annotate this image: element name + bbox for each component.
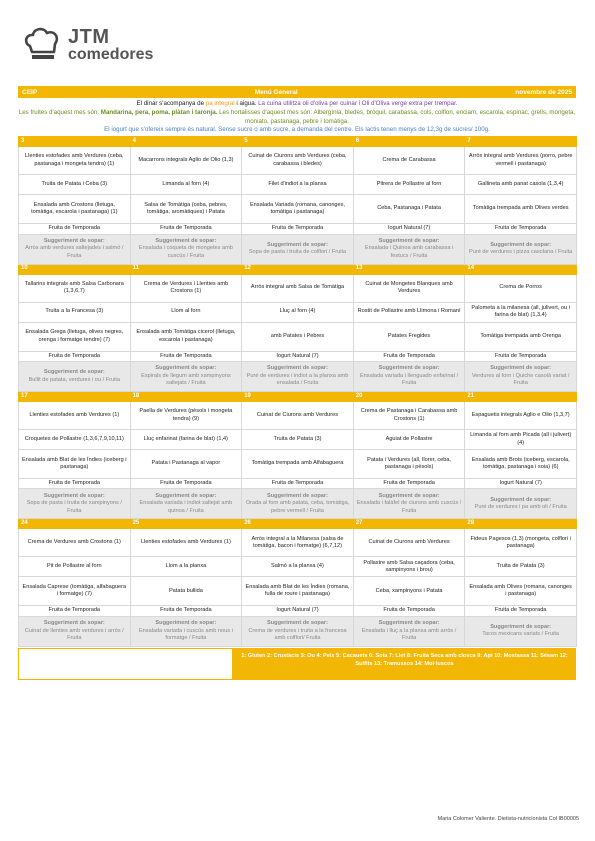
main-course-cell: Lluç al forn (4) xyxy=(242,302,354,322)
dinner-suggestion-cell xyxy=(242,616,354,646)
first-course-cell: Cuinat de Ciurons amb Verdures xyxy=(353,529,465,557)
dinner-suggestion-text: Verdures al forn i Quiche casolà variat / Fruita xyxy=(471,372,570,387)
dinner-suggestion-cell xyxy=(465,616,577,646)
dinner-suggestion-text: Sopa de pasta i truita de colflori / Fruita xyxy=(248,249,347,256)
day-number: 18 xyxy=(130,392,242,402)
first-course-cell: Crema de Porros xyxy=(465,274,577,302)
menu-title: Menú General xyxy=(254,88,298,96)
dinner-suggestion-cell xyxy=(353,616,465,646)
first-course-cell: Paella de Verdures (pèsols i mongeta tendra) (9) xyxy=(130,402,242,430)
side-dish-cell: Patata bullida xyxy=(130,577,242,606)
dinner-suggestion-title: Suggeriment de sopar: xyxy=(378,365,440,372)
first-course-cell: Cuinat de Ciurons amb Verdures xyxy=(242,402,354,430)
dessert-cell: Fruita de Temporada xyxy=(19,224,131,234)
dinner-suggestion-text: Ensalada i falàfel de ciurons amb cuscús / Fruita xyxy=(356,500,462,514)
dinner-suggestion-cell xyxy=(19,234,131,264)
day-number: 24 xyxy=(19,519,131,529)
dinner-suggestion-text: Ensalada i lluç a la planxa amb arròs / Fruita xyxy=(361,627,457,642)
dessert-cell: Fruita de Temporada xyxy=(465,606,577,616)
day-number: 3 xyxy=(19,137,131,147)
dinner-suggestion-title: Suggeriment de sopar: xyxy=(267,492,328,499)
dinner-suggestion-title: Suggeriment de sopar: xyxy=(267,365,328,372)
dinner-suggestion-row xyxy=(19,616,577,646)
dinner-suggestion-row xyxy=(19,362,577,392)
main-course-row xyxy=(19,557,577,577)
dinner-suggestion-cell xyxy=(242,234,354,264)
menu-table xyxy=(18,136,577,647)
dinner-suggestion-text: Sopa de pasta i truita de xampinyons / Fruita xyxy=(26,500,122,514)
side-dish-row xyxy=(19,577,577,606)
day-number: 14 xyxy=(465,264,577,274)
dinner-suggestion-cell xyxy=(465,234,577,264)
dessert-row xyxy=(19,479,577,489)
dessert-cell: Fruita de Temporada xyxy=(130,606,242,616)
dinner-suggestion-cell xyxy=(130,489,242,519)
dinner-suggestion-title: Suggeriment de sopar: xyxy=(155,237,217,244)
side-dish-cell: Ensalada Grega (lletuga, olives negres, orenga i formatge tendre) (7) xyxy=(19,322,131,351)
dessert-cell: Fruita de Temporada xyxy=(465,224,577,234)
dinner-suggestion-title: Suggeriment de sopar: xyxy=(267,620,328,627)
first-course-cell: Llenties estofades amb Verdures (1) xyxy=(130,529,242,557)
logo-text-comedores: comedores xyxy=(68,46,154,63)
day-number: 6 xyxy=(353,137,465,147)
menu-sheet xyxy=(18,86,576,680)
dinner-suggestion-text: Ensalada variada i cuscús amb nous i formatge / Fruita xyxy=(138,627,233,642)
dinner-suggestion-cell xyxy=(353,362,465,392)
dessert-cell: Fruita de Temporada xyxy=(130,479,242,489)
day-number: 5 xyxy=(242,137,354,147)
dinner-suggestion-text: Arròs amb verdures saltejades i salmó / Fruita xyxy=(25,245,124,259)
side-dish-cell: Patata i Pastanaga al vapor xyxy=(130,450,242,479)
dinner-suggestion-cell xyxy=(242,362,354,392)
main-course-cell: Palometa a la milanesa (all, julivert, ou i farina de blat) (1,3,4) xyxy=(465,302,577,322)
dessert-row xyxy=(19,351,577,361)
first-course-cell: Espaguetis integrals Aglio e Olio (1,3,7) xyxy=(465,402,577,430)
main-course-cell: Lluç enfarinat (farina de blat) (1,4) xyxy=(130,430,242,450)
first-course-row xyxy=(19,529,577,557)
main-course-cell: Salmó a la planxa (4) xyxy=(242,557,354,577)
dinner-suggestion-cell xyxy=(242,489,354,519)
dinner-suggestion-text: Ensalada variada i indiot saltejat amb quinoa / Fruita xyxy=(139,500,233,514)
side-dish-cell: Ensalada amb Brots (iceberg, escarola, tomàtiga, pastanaga i soia) (6) xyxy=(465,450,577,479)
side-dish-cell: Ensalada amb Tomàtiga cicerol (lletuga, escarola i pastanaga) xyxy=(130,322,242,351)
dinner-suggestion-cell xyxy=(130,234,242,264)
dessert-cell: Fruita de Temporada xyxy=(353,351,465,361)
header-bar xyxy=(18,86,576,98)
dinner-suggestion-text: Ensalada i coqueta de mongetes amb cuscús / Fruita xyxy=(138,245,233,259)
day-number: 28 xyxy=(465,519,577,529)
dinner-suggestion-cell xyxy=(19,362,131,392)
side-dish-cell: Ensalada amb Crostons (lletuga, tomàtiga, escarola i pastanaga) (1) xyxy=(19,195,131,224)
side-dish-cell: Ensalada Caprese (tomàtiga, alfabaguera i formatge) (7) xyxy=(19,577,131,606)
dinner-suggestion-row xyxy=(19,234,577,264)
dinner-suggestion-title: Suggeriment de sopar: xyxy=(155,492,217,499)
main-course-row xyxy=(19,430,577,450)
dinner-suggestion-title: Suggeriment de sopar: xyxy=(43,369,105,376)
main-course-cell: Truita de Patata (3) xyxy=(242,430,354,450)
day-number: 7 xyxy=(465,137,577,147)
dinner-suggestion-cell xyxy=(465,362,577,392)
main-course-cell: Limanda al forn (4) xyxy=(130,175,242,195)
dinner-suggestion-cell xyxy=(19,616,131,646)
main-course-cell: Filet d'indiot a la planxa xyxy=(242,175,354,195)
dessert-cell: Fruita de Temporada xyxy=(465,351,577,361)
signature: Maria Colomer Valiente. Dietista-nutricionista Col IB00005 xyxy=(437,816,579,822)
month-label: novembre de 2025 xyxy=(515,88,572,96)
main-course-cell: Rostit de Pollastre amb Llimona i Romaní xyxy=(353,302,465,322)
main-course-cell: Gallineta amb panat casola (1,3,4) xyxy=(465,175,577,195)
first-course-row xyxy=(19,402,577,430)
first-course-cell: Macarrons integrals Aglio de Olio (1,3) xyxy=(130,147,242,175)
dessert-cell: Iogurt Natural (7) xyxy=(353,224,465,234)
main-course-cell: Truita a la Francesa (3) xyxy=(19,302,131,322)
dessert-row xyxy=(19,224,577,234)
logo xyxy=(22,20,172,70)
day-number-row xyxy=(19,519,577,529)
allergen-legend: 1: Gluten 2: Crustàcis 3: Ou 4: Peix 5: Cacauets 6: Soia 7: Llet 8: Fruita Seca amb closca 9: Api 10: Mostassa 11: Sèsam 12: Sulfits 13: Tramussos 14: Mol·luscos xyxy=(233,648,576,680)
dessert-cell: Iogurt Natural (7) xyxy=(242,606,354,616)
dinner-suggestion-text: Orada al forn amb patata, ceba, tomàtiga, pebre vermell / Fruita xyxy=(245,500,350,514)
first-course-cell: Crema de Pastanaga i Carabassa amb Crostons (1) xyxy=(353,402,465,430)
dessert-cell: Fruita de Temporada xyxy=(19,479,131,489)
side-dish-cell: Tomàtiga trempada amb Orenga xyxy=(465,322,577,351)
dinner-suggestion-text: Ensalada i Quinoa amb carabassa i festucs / Fruita xyxy=(364,245,454,259)
side-dish-cell: Ceba, xampinyons i Patata xyxy=(353,577,465,606)
side-dish-cell: Ceba, Pastanaga i Patata xyxy=(353,195,465,224)
dessert-row xyxy=(19,606,577,616)
main-course-cell: Llom al forn xyxy=(130,302,242,322)
side-dish-cell: Tomàtiga trempada amb Olives verdes xyxy=(465,195,577,224)
first-course-cell: Arròs integral a la Milanesa (salsa de tomàtiga, bacon i formatge) (6,7,12) xyxy=(242,529,354,557)
side-dish-cell: Tomàtiga trempada amb Alfabaguera xyxy=(242,450,354,479)
chef-hat-icon xyxy=(22,24,62,64)
first-course-cell: Crema de Carabassa xyxy=(353,147,465,175)
dessert-cell: Fruita de Temporada xyxy=(353,479,465,489)
dinner-suggestion-text: Puré de verdures i indiot a la planxa amb ensalada / Fruita xyxy=(246,372,349,387)
dinner-suggestion-title: Suggeriment de sopar: xyxy=(267,241,328,248)
main-course-cell: Pit de Pollastre al forn xyxy=(19,557,131,577)
main-course-cell: Pitrera de Pollastre al forn xyxy=(353,175,465,195)
main-course-cell: Truita de Patata i Ceba (3) xyxy=(19,175,131,195)
day-number: 10 xyxy=(19,264,131,274)
dinner-suggestion-title: Suggeriment de sopar: xyxy=(378,620,440,627)
first-course-cell: Crema de Verdures amb Crostons (1) xyxy=(19,529,131,557)
first-course-cell: Crema de Verdures i Llenties amb Crostons (1) xyxy=(130,274,242,302)
day-number: 19 xyxy=(242,392,354,402)
main-course-cell: Limanda al forn amb Picada (all i julivert) (4) xyxy=(465,430,577,450)
dinner-suggestion-title: Suggeriment de sopar: xyxy=(43,620,105,627)
dessert-cell: Fruita de Temporada xyxy=(19,606,131,616)
dinner-suggestion-title: Suggeriment de sopar: xyxy=(43,492,105,499)
intro-line-3: El iogurt que s'ofereix sempre és natural. Sense sucre o amb sucre, a demanda del centre. Els lactis tenen menys de 12,3g de sucres/ 100g. xyxy=(104,126,490,134)
dessert-cell: Fruita de Temporada xyxy=(353,606,465,616)
side-dish-cell: amb Patates i Pebres xyxy=(242,322,354,351)
school-label: CEIP xyxy=(22,88,38,96)
day-number: 26 xyxy=(242,519,354,529)
dessert-cell: Iogurt Natural (7) xyxy=(465,479,577,489)
main-course-cell: Truita de Patata (3) xyxy=(465,557,577,577)
first-course-cell: Fideus Pagesos (1,3) (mongeta, colflori i pastanaga) xyxy=(465,529,577,557)
dinner-suggestion-cell xyxy=(353,489,465,519)
main-course-cell: Croquetes de Pollastre (1,3,6,7,9,10,11) xyxy=(19,430,131,450)
dessert-cell: Fruita de Temporada xyxy=(242,224,354,234)
dinner-suggestion-title: Suggeriment de sopar: xyxy=(43,237,105,244)
main-course-cell: Llom a la planxa xyxy=(130,557,242,577)
day-number: 25 xyxy=(130,519,242,529)
day-number: 11 xyxy=(130,264,242,274)
first-course-cell: Tallarins integrals amb Salsa Carbonara (1,3,6,7) xyxy=(19,274,131,302)
dinner-suggestion-title: Suggeriment de sopar: xyxy=(155,620,217,627)
side-dish-cell: Ensalada amb Blat de les Índies (iceberg i pastanaga) xyxy=(19,450,131,479)
dessert-cell: Fruita de Temporada xyxy=(130,351,242,361)
side-dish-cell: Ensalada amb Olives (romana, canonges i pastanaga) xyxy=(465,577,577,606)
day-number: 4 xyxy=(130,137,242,147)
side-dish-cell: Salsa de Tomàtiga (ceba, pebres, tomàtiga, aromàtiques) i Patata xyxy=(130,195,242,224)
day-number: 20 xyxy=(353,392,465,402)
dinner-suggestion-title: Suggeriment de sopar: xyxy=(490,241,552,248)
side-dish-cell: Ensalada Variada (romana, canonges, tomàtiga i pastanaga) xyxy=(242,195,354,224)
dinner-suggestion-row xyxy=(19,489,577,519)
main-course-cell: Aguiat de Pollastre xyxy=(353,430,465,450)
dinner-suggestion-cell xyxy=(353,234,465,264)
day-number-row xyxy=(19,137,577,147)
dessert-cell: Iogurt Natural (7) xyxy=(242,351,354,361)
dinner-suggestion-text: Espirals de llegum amb xampinyons saltejats / Fruita xyxy=(141,372,231,387)
main-course-row xyxy=(19,302,577,322)
dessert-cell: Fruita de Temporada xyxy=(242,479,354,489)
day-number: 13 xyxy=(353,264,465,274)
first-course-row xyxy=(19,147,577,175)
dinner-suggestion-text: Puré de verdures i pizza casolana / Fruita xyxy=(469,249,573,256)
dinner-suggestion-text: Cuinat de llenties amb verdures i arròs / Fruita xyxy=(24,627,124,642)
dinner-suggestion-title: Suggeriment de sopar: xyxy=(155,365,217,372)
dinner-suggestion-text: Puré de verdures i pa amb oli / Fruita xyxy=(474,503,567,510)
dinner-suggestion-text: Bullit de patata, verdures i ou / Fruita xyxy=(28,376,120,383)
dinner-suggestion-text: Tacos mexicans variats / Fruita xyxy=(482,631,560,638)
dinner-suggestion-cell xyxy=(130,616,242,646)
side-dish-cell: Patata i Verdures (all, llorer, ceba, pastanaga i pèsols) xyxy=(353,450,465,479)
main-course-row xyxy=(19,175,577,195)
main-course-cell: Pollastre amb Salsa caçadora (ceba, xampinyons i brou) xyxy=(353,557,465,577)
dinner-suggestion-text: Ensalada variada i llenguado enfarinat / Fruita xyxy=(359,372,459,387)
side-dish-row xyxy=(19,195,577,224)
dinner-suggestion-title: Suggeriment de sopar: xyxy=(490,496,552,503)
dinner-suggestion-title: Suggeriment de sopar: xyxy=(490,365,552,372)
logo-text-jtm: JTM xyxy=(68,26,110,48)
first-course-cell: Cuinat de Mongetes Blanques amb Verdures xyxy=(353,274,465,302)
footer-blank-box xyxy=(18,648,233,680)
dinner-suggestion-cell xyxy=(465,489,577,519)
intro-line-1: El dinar s'acompanya de pa integral i aigua. La cuina utilitza oli d'oliva per cuinar i Oli d'Oliva verge extra per trempar. xyxy=(136,100,458,107)
dinner-suggestion-cell xyxy=(19,489,131,519)
first-course-row xyxy=(19,274,577,302)
day-number: 12 xyxy=(242,264,354,274)
first-course-cell: Arròs integral amb Verdures (porro, pebre vermell i pastanaga) xyxy=(465,147,577,175)
first-course-cell: Arròs integral amb Salsa de Tomàtiga xyxy=(242,274,354,302)
first-course-cell: Llenties estofades amb Verdures (ceba, pastanaga i mongeta tendra) (1) xyxy=(19,147,131,175)
first-course-cell: Llenties estofades amb Verdures (1) xyxy=(19,402,131,430)
dessert-cell: Fruita de Temporada xyxy=(130,224,242,234)
day-number: 27 xyxy=(353,519,465,529)
side-dish-cell: Ensalada amb Blat de les Índies (romana, fulla de roure i pastanaga) xyxy=(242,577,354,606)
dinner-suggestion-title: Suggeriment de sopar: xyxy=(378,492,440,499)
side-dish-cell: Patates Fregides xyxy=(353,322,465,351)
footer xyxy=(18,648,576,680)
day-number-row xyxy=(19,264,577,274)
dinner-suggestion-title: Suggeriment de sopar: xyxy=(490,623,552,630)
dinner-suggestion-title: Suggeriment de sopar: xyxy=(378,237,440,244)
first-course-cell: Cuinat de Ciurons amb Verdures (ceba, carabassa i bledes) xyxy=(242,147,354,175)
side-dish-row xyxy=(19,322,577,351)
dinner-suggestion-cell xyxy=(130,362,242,392)
side-dish-row xyxy=(19,450,577,479)
day-number: 17 xyxy=(19,392,131,402)
intro-line-2: Les fruites d'aquest mes són: Mandarina, pera, poma, plàtan i taronja. Les hortalisses d'aquest mes són: Albergínia, bledes, bròquil, carabassa, cols, colflori, enciam, escarola, espinac, grells, mongeta, moniato, pastanaga, pebre i tomàtiga. xyxy=(18,108,576,125)
day-number-row xyxy=(19,392,577,402)
day-number: 21 xyxy=(465,392,577,402)
dinner-suggestion-text: Crema de verdures i truita a la francesa amb colflori/ Fruita xyxy=(248,627,347,642)
dessert-cell: Fruita de Temporada xyxy=(19,351,131,361)
intro-text xyxy=(18,98,576,136)
